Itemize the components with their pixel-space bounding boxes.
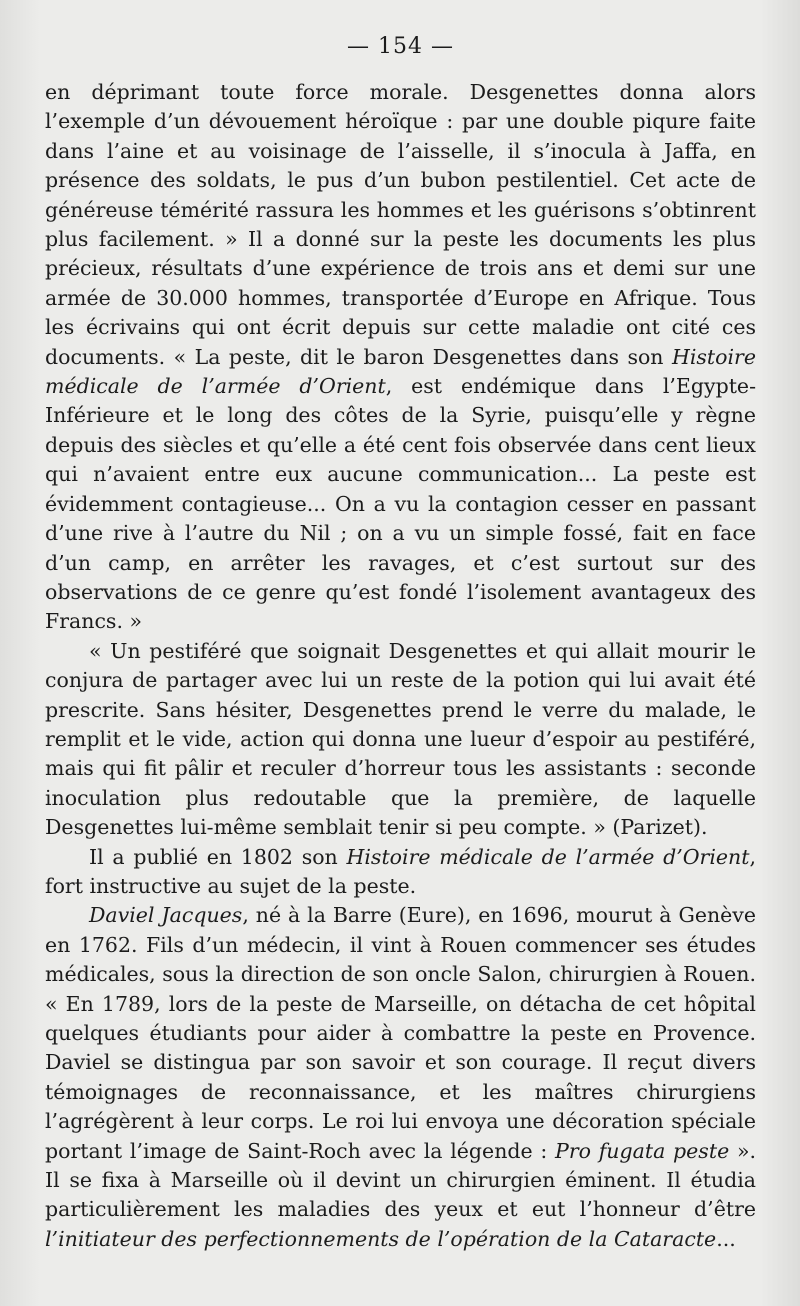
text-run: , fort instructive au sujet de la peste. [45, 844, 756, 898]
text-run: Il a publié en 1802 son [89, 844, 347, 869]
italic-text: Pro fugata peste [555, 1138, 730, 1163]
paragraph [45, 843, 756, 902]
text-run: ». Il se fixa à Marseille où il devint un chirurgien éminent. Il étudia particulièrement les maladies des yeux et eut l’honneur d’être [45, 1138, 757, 1222]
page-number: — 154 — [347, 34, 454, 59]
text-run: , est endémique dans l’Egypte-Inférieure et le long des côtes de la Syrie, puisqu’elle y règne depuis des siècles et qu’elle a été cent fois observée dans cent lieux qui n’avaient entre eux aucune communication... La peste est évidemment contagieuse... On a vu la contagion cesser en passant d’une rive à l’autre du Nil ; on a vu un simple fossé, fait en face d’un camp, en arrêter les ravages, et c’est surtout sur des observations de ce genre qu’est fondé l’isolement avantageux des Francs. » [45, 374, 756, 634]
italic-text: l’initiateur des perfectionnements de l’opération de la Cataracte [45, 1226, 717, 1251]
paragraph [45, 637, 756, 843]
paragraph [45, 78, 756, 637]
paragraph [45, 901, 756, 1254]
text-run: « Un pestiféré que soignait Desgenettes et qui allait mourir le conjura de partager avec lui un reste de la potion qui lui avait été prescrite. Sans hésiter, Desgenettes prend le verre du malade, le remplit et le vide, action qui donna une lueur d’espoir au pestiféré, mais qui fit pâlir et reculer d’horreur tous les assistants : seconde inoculation plus redoutable que la première, de laquelle Desgenettes lui-même semblait tenir si peu compte. » (Parizet). [45, 638, 756, 840]
italic-text: Histoire médicale de l’armée d’Orient [45, 344, 756, 399]
text-run: ... [716, 1226, 736, 1251]
body-text [45, 78, 756, 1254]
italic-text: Histoire médicale de l’armée d’Orient [346, 844, 750, 869]
text-run: , né à la Barre (Eure), en 1696, mourut à Genève en 1762. Fils d’un médecin, il vint à Rouen commencer ses études médicales, sous la direction de son oncle Salon, chirurgien à Rouen. « En 1789, lors de la peste de Marseille, on détacha de cet hôpital quelques étudiants pour aider à combattre la peste en Provence. Daviel se distingua par son savoir et son courage. Il reçut divers témoignages de reconnaissance, et les maîtres chirurgiens l’agrégèrent à leur corps. Le roi lui envoya une décoration spéciale portant l’image de Saint-Roch avec la légende : [45, 903, 756, 1163]
text-run: en déprimant toute force morale. Desgenettes donna alors l’exemple d’un dévouement héroïque : par une double piqure faite dans l’aine et au voisinage de l’aisselle, il s’inocula à Jaffa, en présence des soldats, le pus d’un bubon pestilentiel. Cet acte de généreuse témérité rassura les hommes et les guérisons s’obtinrent plus facilement. » Il a donné sur la peste les documents les plus précieux, résultats d’une expérience de trois ans et demi sur une armée de 30.000 hommes, transportée d’Europe en Afrique. Tous les écrivains qui ont écrit depuis sur cette maladie ont cité ces documents. « La peste, dit le baron Desgenettes dans son [45, 80, 756, 369]
italic-text: Daviel Jacques [89, 903, 243, 928]
